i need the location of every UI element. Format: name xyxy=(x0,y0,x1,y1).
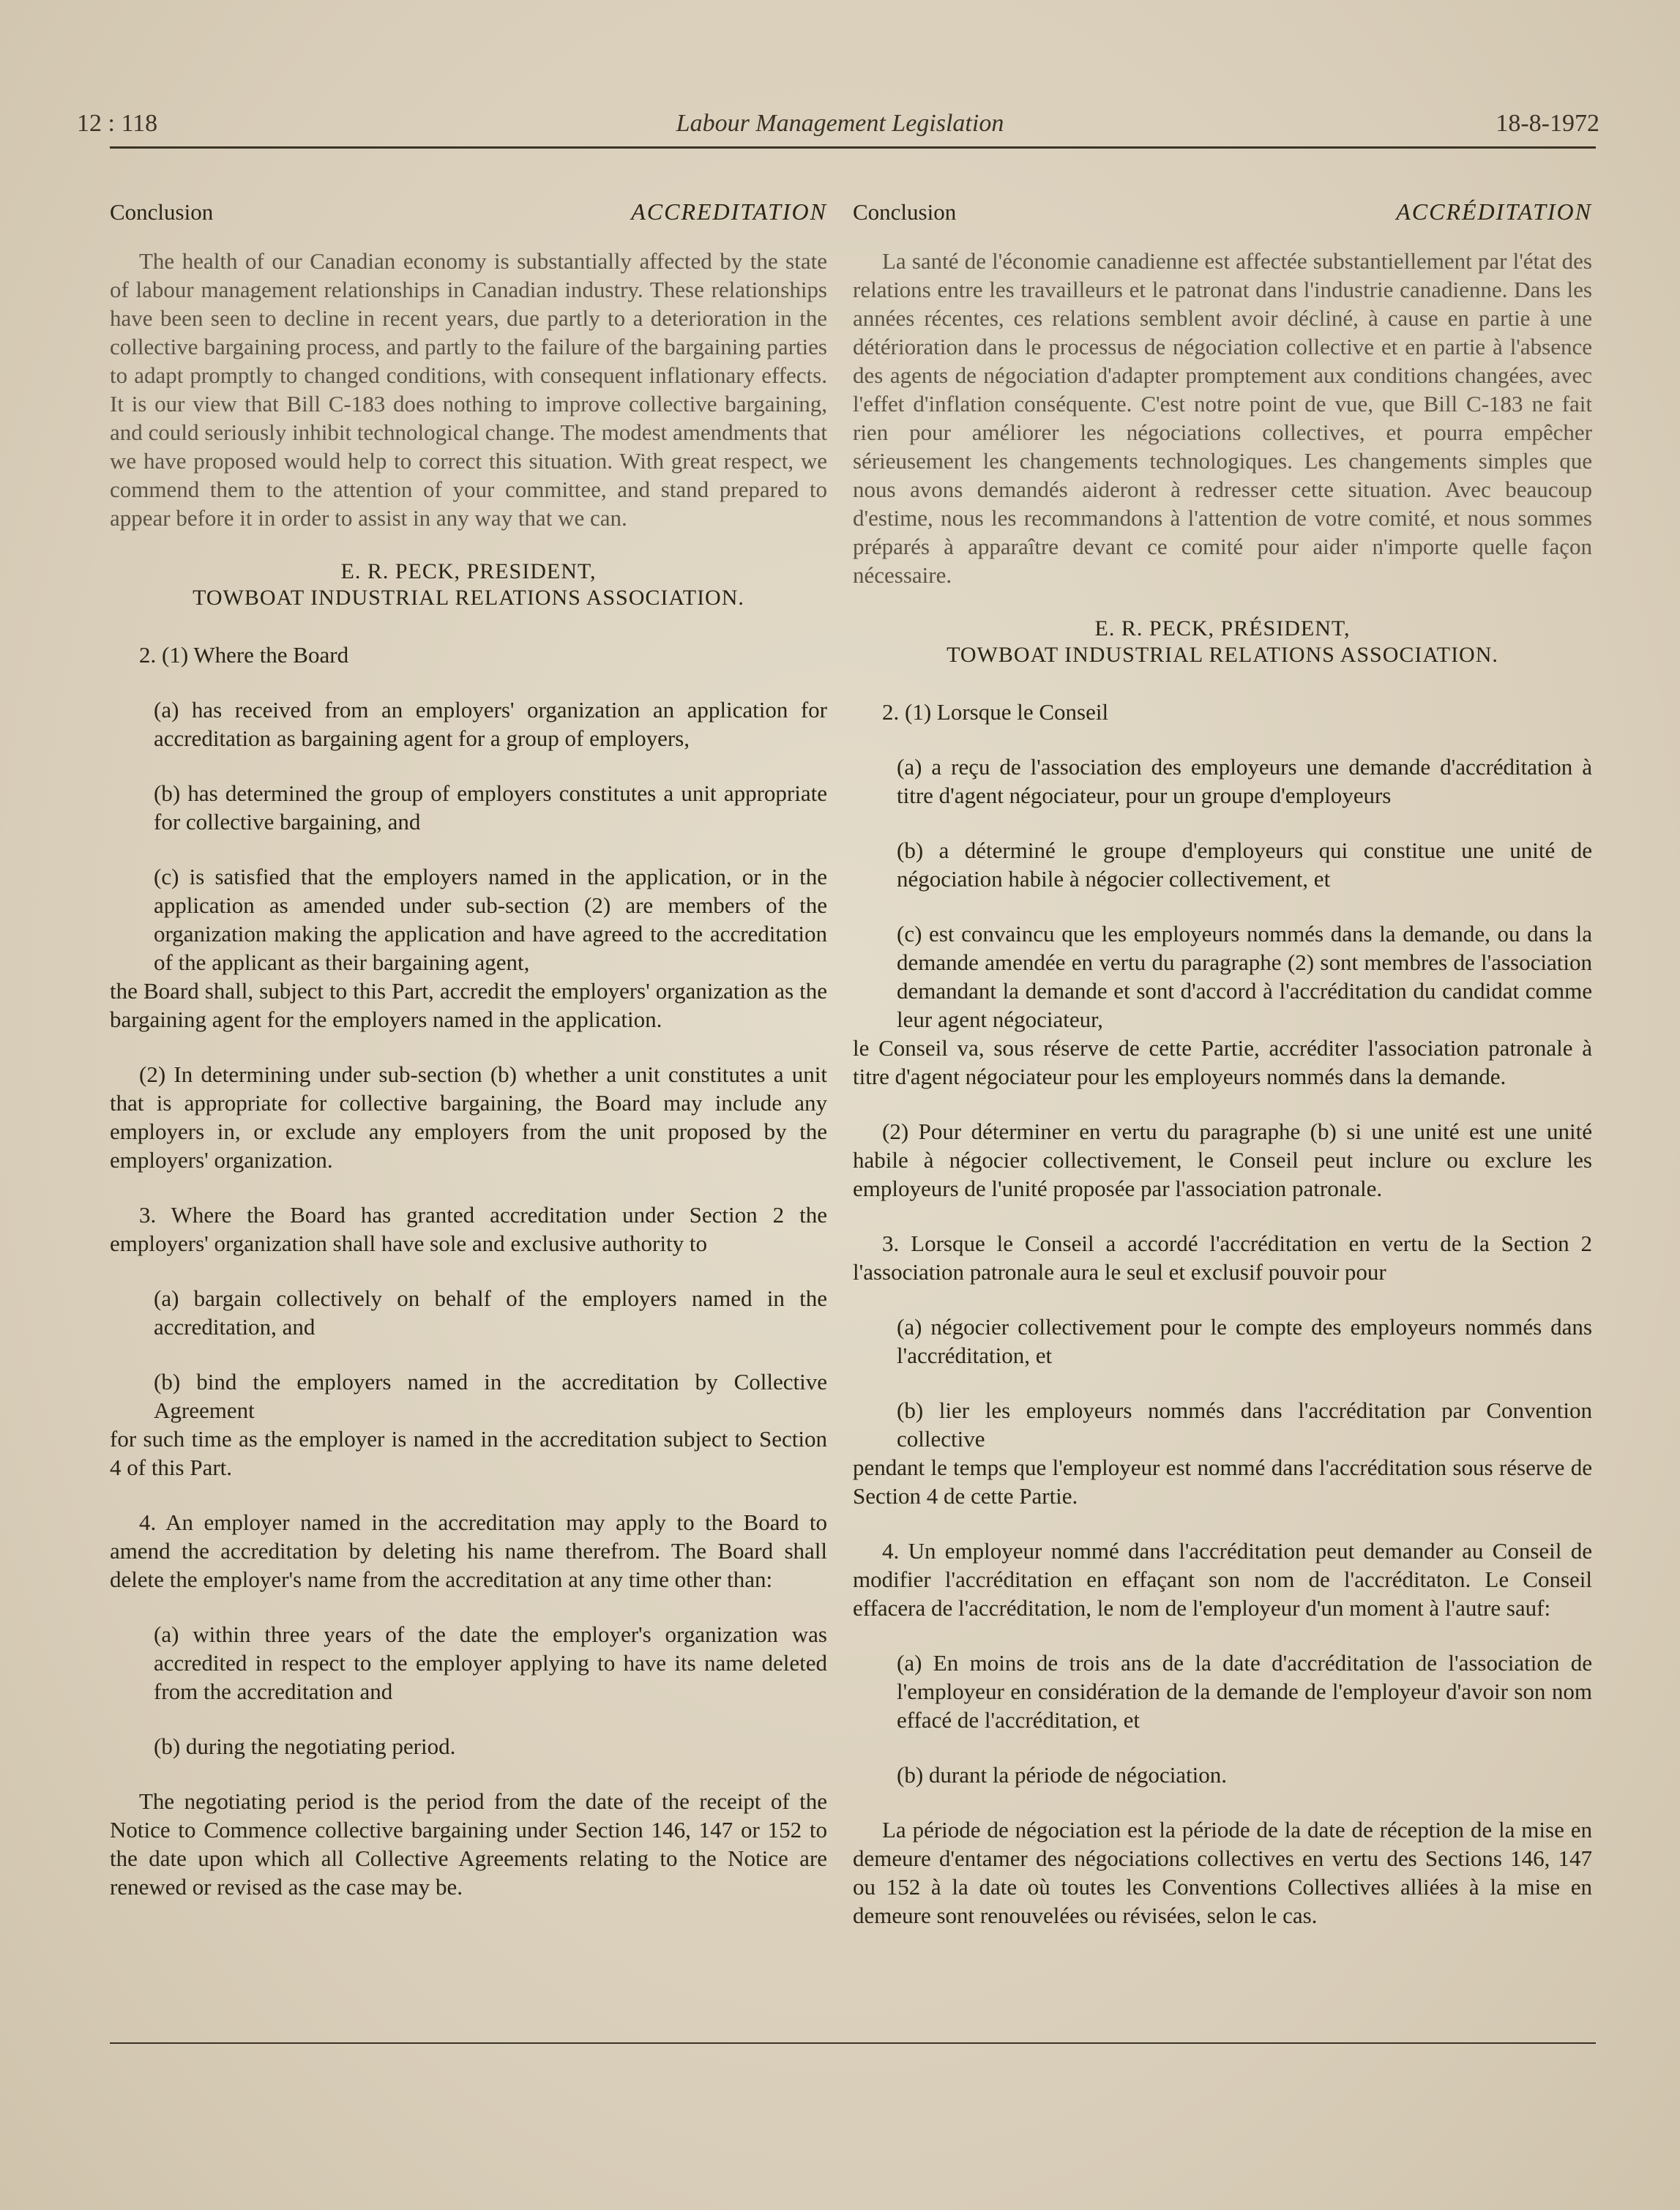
section-2-c: (c) is satisfied that the employers named in the application, or in the application as amended under sub-section (2) are members of the organization making the application and have agreed to the accreditation of the applicant as their bargaining agent, xyxy=(154,864,827,975)
section-2-c-fr: (c) est convaincu que les employeurs nommés dans la demande, ou dans la demande amendée en vertu du paragraphe (2) sont membres de l'association demandant la demande et sont d'accord à l'accréditation du candidat comme leur agent négociateur, xyxy=(897,921,1592,1032)
section-3-b-fr: (b) lier les employeurs nommés dans l'accréditation par Convention collective xyxy=(897,1397,1592,1452)
section-3-a-fr: (a) négocier collectivement pour le compte des employeurs nommés dans l'accréditation, et xyxy=(897,1314,1592,1368)
section-title: ACCREDITATION xyxy=(631,198,827,225)
section-4-a-fr: (a) En moins de trois ans de la date d'accréditation de l'association de l'employeur en considération de la demande de l'employeur d'avoir son nom effacé de l'accréditation, et xyxy=(897,1650,1592,1733)
conclusion-heading: Conclusion xyxy=(110,199,214,225)
signature-name: E. R. PECK, PRESIDENT, xyxy=(340,559,597,583)
section-4-intro: 4. An employer named in the accreditation may apply to the Board to amend the accreditation by deleting his name therefrom. The Board shall delete the employer's name from the accreditation at any time other than: xyxy=(110,1509,827,1592)
section-4-b-fr: (b) durant la période de négociation. xyxy=(897,1762,1228,1788)
section-4-close: The negotiating period is the period from the date of the receipt of the Notice to Commence collective bargaining under Section 146, 147 or 152 to the date upon which all Collective Agreements relating to the Notice are renewed or revised as the case may be. xyxy=(110,1788,827,1900)
section-4-close-fr: La période de négociation est la période de la date de réception de la mise en demeure d'entamer des négociations collectives en vertu des Sections 146, 147 ou 152 à la date où toutes les Conventions Collectives alliées à la mise en demeure sont renouvelées ou révisées, selon le cas. xyxy=(853,1817,1592,1928)
section-2-2-fr: (2) Pour déterminer en vertu du paragraphe (b) si une unité est une unité habile à négocier collectivement, le Conseil peut inclure ou exclure les employeurs de l'unité proposée par l'association patronale. xyxy=(853,1119,1592,1201)
section-2-intro-fr: 2. (1) Lorsque le Conseil xyxy=(882,699,1109,725)
signature-org: TOWBOAT INDUSTRIAL RELATIONS ASSOCIATION. xyxy=(193,586,744,610)
section-4-a: (a) within three years of the date the employer's organization was accredited in respect to the employer applying to have its name deleted from the accreditation and xyxy=(154,1621,827,1704)
conclusion-heading-fr: Conclusion xyxy=(853,199,957,225)
section-2-close: the Board shall, subject to this Part, accredit the employers' organization as the bargaining agent for the employers named in the application. xyxy=(110,978,827,1032)
section-4-b: (b) during the negotiating period. xyxy=(154,1733,456,1759)
signature-block xyxy=(110,559,827,611)
section-2-close-fr: le Conseil va, sous réserve de cette Partie, accréditer l'association patronale à titre d'agent négociateur pour les employeurs nommés dans la demande. xyxy=(853,1035,1592,1089)
english-column xyxy=(110,198,827,1927)
running-title: Labour Management Legislation xyxy=(676,110,1004,137)
conclusion-text-fr: La santé de l'économie canadienne est affectée substantiellement par l'état des relations entre les travailleurs et le patronat dans l'industrie canadienne. Dans les années récentes, ces relations semblent avoir décliné, à cause en partie à une détérioration dans le processus de négociation collective et en partie à l'absence des agents de négociation d'adapter promptement aux conditions changées, avec l'effet d'inflation conséquente. C'est notre point de vue, que Bill C-183 ne fait rien pour améliorer les négociations collectives, et pourra empêcher sérieusement les changements technologiques. Les changements simples que nous avons demandés aideront à redresser cette situation. Avec beaucoup d'estime, nous les recommandons à l'attention de votre comité, et nous sommes préparés à apparaître devant ce comité pour aider n'importe quelle façon nécessaire. xyxy=(853,248,1592,588)
signature-name-fr: E. R. PECK, PRÉSIDENT, xyxy=(1094,616,1351,641)
french-column xyxy=(853,198,1592,1956)
section-2-a-fr: (a) a reçu de l'association des employeurs une demande d'accréditation à titre d'agent négociateur, pour un groupe d'employeurs xyxy=(897,754,1592,808)
signature-block-fr xyxy=(853,616,1592,668)
page-number-left: 12 : 118 xyxy=(77,110,158,137)
section-2-intro: 2. (1) Where the Board xyxy=(139,642,349,668)
section-3-close: for such time as the employer is named in the accreditation subject to Section 4 of this Part. xyxy=(110,1426,827,1480)
section-heading xyxy=(110,198,827,226)
footer-rule xyxy=(110,2042,1596,2044)
header-rule xyxy=(110,146,1596,149)
section-2-b: (b) has determined the group of employers constitutes a unit appropriate for collective bargaining, and xyxy=(154,780,827,835)
section-2-2: (2) In determining under sub-section (b) whether a unit constitutes a unit that is appropriate for collective bargaining, the Board may include any employers in, or exclude any employers from the unit proposed by the employers' organization. xyxy=(110,1061,827,1173)
section-title-fr: ACCRÉDITATION xyxy=(1396,198,1592,225)
section-3-a: (a) bargain collectively on behalf of the employers named in the accreditation, and xyxy=(154,1285,827,1340)
page-number-right: 18-8-1972 xyxy=(1496,110,1599,137)
section-3-b: (b) bind the employers named in the accreditation by Collective Agreement xyxy=(154,1369,827,1423)
section-3-close-fr: pendant le temps que l'employeur est nommé dans l'accréditation sous réserve de Section 4 de cette Partie. xyxy=(853,1455,1592,1509)
section-2-a: (a) has received from an employers' organization an application for accreditation as bargaining agent for a group of employers, xyxy=(154,697,827,751)
signature-org-fr: TOWBOAT INDUSTRIAL RELATIONS ASSOCIATION. xyxy=(947,643,1498,667)
section-3-intro-fr: 3. Lorsque le Conseil a accordé l'accréditation en vertu de la Section 2 l'association patronale aura le seul et exclusif pouvoir pour xyxy=(853,1231,1592,1285)
section-heading-fr xyxy=(853,198,1592,226)
section-4-intro-fr: 4. Un employeur nommé dans l'accréditation peut demander au Conseil de modifier l'accréditation en effaçant son nom de l'accréditaton. Le Conseil effacera de l'accréditation, le nom de l'employeur d'un moment à l'autre sauf: xyxy=(853,1538,1592,1621)
conclusion-text: The health of our Canadian economy is substantially affected by the state of labour management relationships in Canadian industry. These relationships have been seen to decline in recent years, due partly to a deterioration in the collective bargaining process, and partly to the failure of the bargaining parties to adapt promptly to changed conditions, with consequent inflationary effects. It is our view that Bill C-183 does nothing to improve collective bargaining, and could seriously inhibit technological change. The modest amendments that we have proposed would help to correct this situation. With great respect, we commend them to the attention of your committee, and stand prepared to appear before it in order to assist in any way that we can. xyxy=(110,248,827,531)
section-2-b-fr: (b) a déterminé le groupe d'employeurs qui constitue une unité de négociation habile à négocier collectivement, et xyxy=(897,837,1592,892)
section-3-intro: 3. Where the Board has granted accreditation under Section 2 the employers' organization shall have sole and exclusive authority to xyxy=(110,1202,827,1256)
